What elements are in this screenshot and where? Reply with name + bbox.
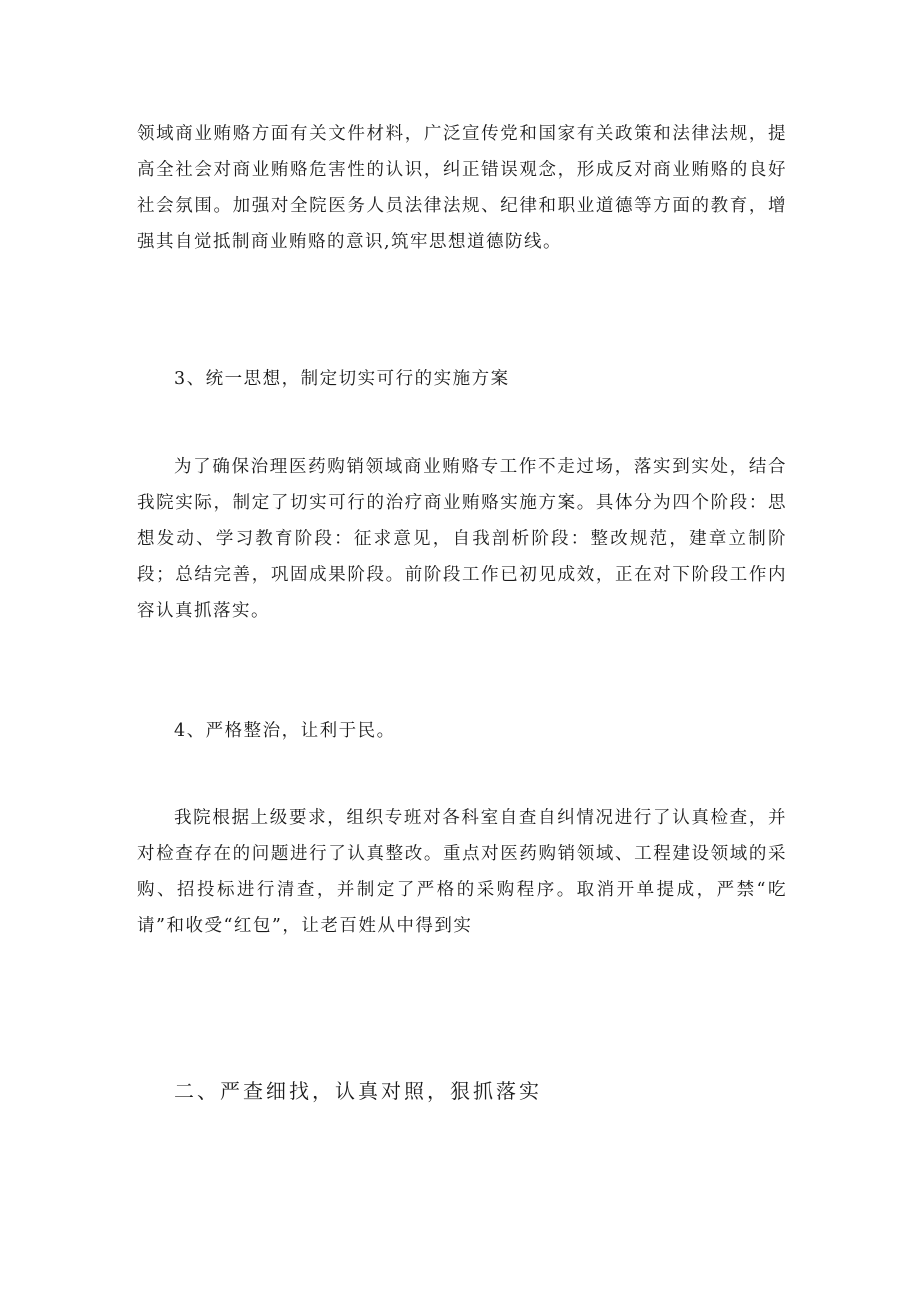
subheading-4: 4、严格整治，让利于民。 (174, 721, 396, 741)
subheading-3: 3、统一思想，制定切实可行的实施方案 (174, 369, 510, 389)
body-paragraph-1: 领域商业贿赂方面有关文件材料，广泛宣传党和国家有关政策和法律法规，提高全社会对商业贿赂危害性的认识，纠正错误观念，形成反对商业贿赂的良好社会氛围。加强对全院医务人员法律法规、纪律和职业道德等方面的教育，增强其自觉抵制商业贿赂的意识,筑牢思想道德防线。 (137, 124, 787, 252)
body-paragraph-3: 我院根据上级要求，组织专班对各科室自查自纠情况进行了认真检查，并对检查存在的问题进行了认真整改。重点对医药购销领域、工程建设领域的采购、招投标进行清查，并制定了严格的采购程序。取消开单提成，严禁“吃请”和收受“红包”，让老百姓从中得到实 (137, 808, 787, 936)
section-heading-2: 二、严查细找，认真对照，狠抓落实 (174, 1079, 542, 1103)
body-paragraph-2: 为了确保治理医药购销领域商业贿赂专工作不走过场，落实到实处，结合我院实际，制定了切实可行的治疗商业贿赂实施方案。具体分为四个阶段：思想发动、学习教育阶段：征求意见，自我剖析阶段：整改规范，建章立制阶段；总结完善，巩固成果阶段。前阶段工作已初见成效，正在对下阶段工作内容认真抓落实。 (137, 457, 787, 621)
